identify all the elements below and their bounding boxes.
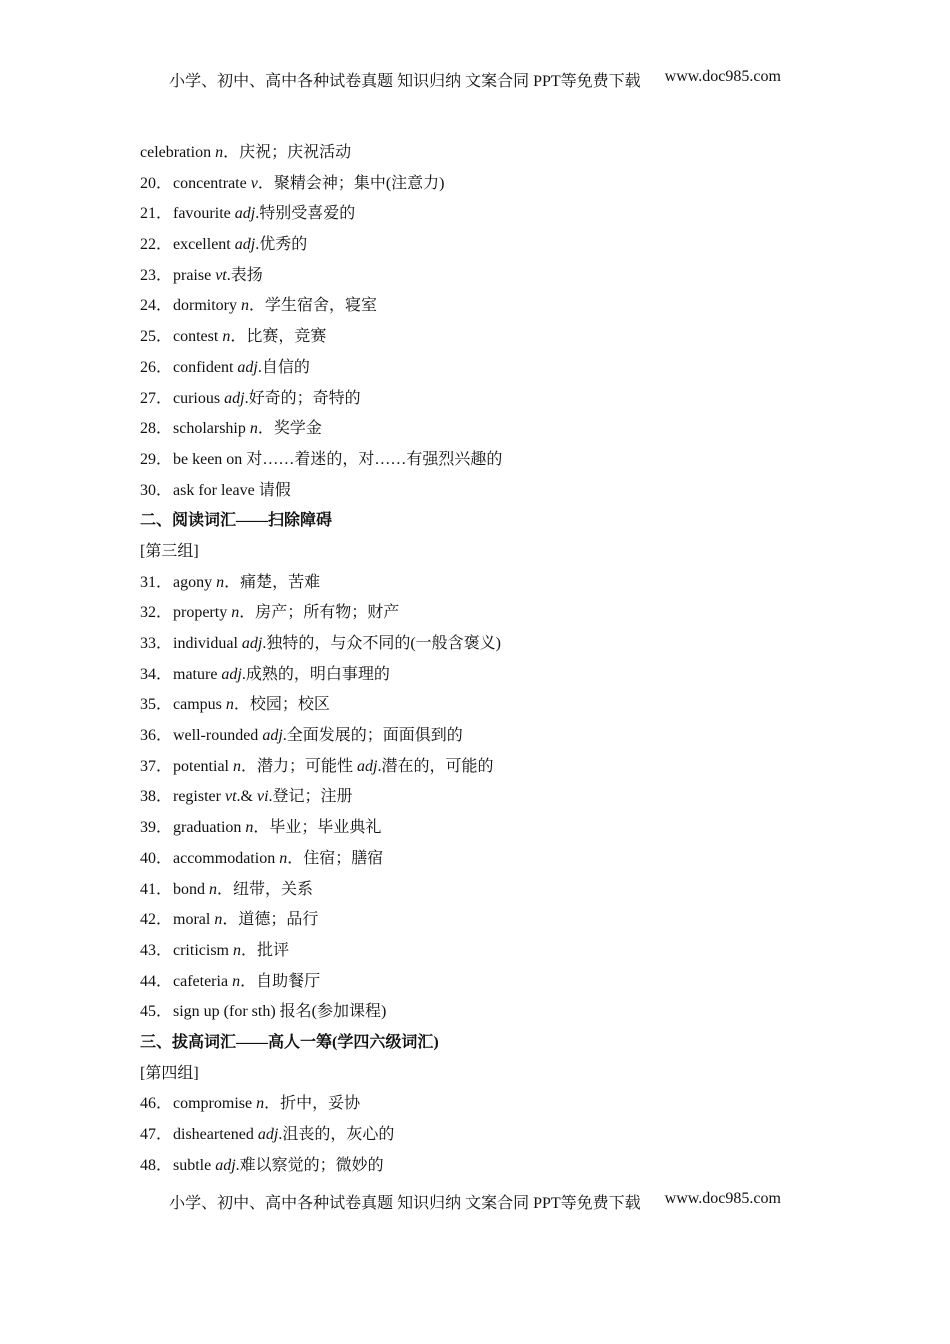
vocab-entry bbox=[140, 786, 840, 817]
entry-part-of-speech: adj bbox=[234, 236, 256, 254]
entry-part-of-speech: n bbox=[214, 911, 223, 929]
entry-definition: .成熟的，明白事理的 bbox=[241, 665, 390, 683]
section-heading bbox=[140, 510, 840, 541]
entry-number: 26． bbox=[140, 358, 173, 376]
group-label bbox=[140, 1063, 840, 1094]
entry-definition: .沮丧的，灰心的 bbox=[278, 1126, 395, 1143]
entry-part-of-speech: adj bbox=[221, 665, 242, 683]
footer-promo-text: 小学、初中、高中各种试卷真题 知识归纳 文案合同 PPT等免费下载 bbox=[169, 1195, 641, 1212]
entry-word: moral bbox=[173, 911, 211, 929]
vocab-entry bbox=[140, 480, 840, 511]
entry-number: 38． bbox=[140, 788, 173, 806]
group-label-text: [第四组] bbox=[140, 1064, 199, 1082]
vocab-entry bbox=[140, 357, 840, 388]
entry-number: 41． bbox=[140, 880, 173, 898]
entry-word: accommodation bbox=[173, 849, 276, 867]
vocab-entry bbox=[140, 572, 840, 603]
entry-part-of-speech: adj bbox=[215, 1156, 236, 1174]
entry-definition: 报名(参加课程) bbox=[279, 1003, 387, 1021]
entry-number: 36． bbox=[140, 727, 173, 745]
entry-part-of-speech: adj bbox=[224, 389, 245, 407]
vocab-entry bbox=[140, 418, 840, 449]
entry-word: campus bbox=[173, 696, 222, 714]
header-site-url: www.doc985.com bbox=[664, 68, 781, 85]
entry-number: 43． bbox=[140, 941, 173, 959]
entry-number: 39． bbox=[140, 819, 173, 837]
entry-definition: ．房产；所有物；财产 bbox=[239, 604, 400, 622]
entry-definition: ．潜力；可能性 bbox=[240, 757, 357, 775]
entry-definition-2: .登记；注册 bbox=[268, 788, 353, 806]
entry-part-of-speech: adj bbox=[257, 1126, 279, 1143]
vocab-entry bbox=[140, 388, 840, 419]
entry-part-of-speech: v bbox=[250, 174, 258, 192]
vocab-entry bbox=[140, 234, 840, 265]
entry-word: mature bbox=[173, 665, 218, 683]
entry-word: compromise bbox=[173, 1095, 253, 1113]
entry-definition: ．比赛，竞赛 bbox=[230, 328, 327, 346]
vocab-entry bbox=[140, 173, 840, 204]
vocab-entry bbox=[140, 449, 840, 480]
entry-definition: .自信的 bbox=[257, 358, 310, 376]
entry-part-of-speech: vt bbox=[224, 788, 237, 806]
entry-definition: ．痛楚，苦难 bbox=[224, 573, 321, 591]
entry-part-of-speech: n bbox=[231, 604, 240, 622]
vocab-entry bbox=[140, 1124, 840, 1155]
entry-part-of-speech: n bbox=[222, 328, 231, 346]
vocab-entry bbox=[140, 664, 840, 695]
entry-number: 40． bbox=[140, 849, 173, 867]
entry-word: well-rounded bbox=[173, 727, 259, 745]
vocab-entry bbox=[140, 971, 840, 1002]
entry-definition: ．奖学金 bbox=[257, 420, 322, 438]
entry-word: sign up (for sth) bbox=[173, 1003, 276, 1021]
entry-word: cafeteria bbox=[173, 972, 229, 990]
entry-word: subtle bbox=[173, 1156, 212, 1174]
entry-definition: .表扬 bbox=[226, 266, 263, 284]
vocab-entry bbox=[140, 1001, 840, 1032]
entry-number: 48． bbox=[140, 1156, 173, 1174]
entry-number: 21． bbox=[140, 205, 173, 223]
entry-number: 31． bbox=[140, 573, 173, 591]
vocab-entry bbox=[140, 848, 840, 879]
entry-number: 30． bbox=[140, 481, 173, 499]
entry-definition: ．庆祝；庆祝活动 bbox=[223, 144, 352, 161]
entry-word: register bbox=[173, 788, 221, 806]
entry-number: 46． bbox=[140, 1095, 173, 1113]
entry-part-of-speech: adj bbox=[262, 727, 283, 745]
section-heading-text: 二、阅读词汇——扫除障碍 bbox=[140, 512, 333, 530]
entry-part-of-speech: n bbox=[225, 696, 234, 714]
entry-word: property bbox=[173, 604, 228, 622]
entry-word: excellent bbox=[173, 236, 231, 254]
entry-word: ask for leave bbox=[173, 481, 255, 499]
entry-part-of-speech: n bbox=[279, 849, 288, 867]
entry-number: 45． bbox=[140, 1003, 173, 1021]
entry-part-of-speech-2: vi bbox=[256, 788, 269, 806]
entry-number: 29． bbox=[140, 450, 173, 468]
entry-definition: ．纽带，关系 bbox=[217, 880, 314, 898]
entry-number: 33． bbox=[140, 635, 173, 652]
entry-word: agony bbox=[173, 573, 213, 591]
entry-part-of-speech-2: adj bbox=[357, 757, 378, 775]
section-heading bbox=[140, 1032, 840, 1063]
entry-part-of-speech: n bbox=[245, 819, 254, 837]
entry-word: bond bbox=[173, 880, 205, 898]
page-header bbox=[0, 68, 950, 91]
entry-part-of-speech: adj bbox=[234, 205, 256, 223]
entry-definition: .& bbox=[236, 788, 257, 806]
entry-part-of-speech: n bbox=[256, 1095, 265, 1113]
entry-word: praise bbox=[173, 266, 212, 284]
entry-word: dormitory bbox=[173, 297, 237, 315]
entry-part-of-speech: n bbox=[215, 144, 224, 161]
entry-definition: 对……着迷的，对……有强烈兴趣的 bbox=[246, 450, 503, 468]
entry-definition: 请假 bbox=[258, 481, 291, 499]
vocabulary-list bbox=[140, 142, 840, 1185]
footer-site-url: www.doc985.com bbox=[664, 1190, 781, 1207]
vocab-entry bbox=[140, 203, 840, 234]
entry-word: curious bbox=[173, 389, 221, 407]
entry-definition: .独特的，与众不同的(一般含褒义) bbox=[262, 635, 502, 652]
entry-definition: ．学生宿舍，寝室 bbox=[249, 297, 378, 315]
vocab-entry bbox=[140, 940, 840, 971]
entry-number: 35． bbox=[140, 696, 173, 714]
page-footer bbox=[0, 1190, 950, 1213]
vocab-entry bbox=[140, 142, 840, 173]
entry-part-of-speech: adj bbox=[241, 635, 263, 652]
entry-word: potential bbox=[173, 757, 229, 775]
entry-number: 22． bbox=[140, 236, 173, 254]
vocab-entry bbox=[140, 633, 840, 664]
entry-part-of-speech: n bbox=[241, 297, 249, 315]
entry-definition: ．聚精会神；集中(注意力) bbox=[257, 174, 445, 192]
entry-number: 34． bbox=[140, 665, 173, 683]
vocab-entry bbox=[140, 694, 840, 725]
entry-part-of-speech: n bbox=[232, 757, 241, 775]
entry-word: criticism bbox=[173, 941, 229, 959]
entry-part-of-speech: n bbox=[232, 941, 241, 959]
entry-definition: .优秀的 bbox=[255, 236, 308, 254]
vocab-entry bbox=[140, 295, 840, 326]
entry-definition: ．道德；品行 bbox=[222, 911, 319, 929]
entry-definition: .全面发展的；面面俱到的 bbox=[282, 727, 463, 745]
vocab-entry bbox=[140, 265, 840, 296]
entry-number: 28． bbox=[140, 420, 173, 438]
entry-number: 42． bbox=[140, 911, 173, 929]
entry-part-of-speech: n bbox=[249, 420, 258, 438]
entry-number: 25． bbox=[140, 328, 173, 346]
entry-word: celebration bbox=[140, 144, 212, 161]
entry-number: 27． bbox=[140, 389, 173, 407]
entry-word: graduation bbox=[173, 819, 242, 837]
vocab-entry bbox=[140, 602, 840, 633]
vocab-entry bbox=[140, 1093, 840, 1124]
entry-part-of-speech: n bbox=[216, 573, 225, 591]
entry-definition: ．批评 bbox=[240, 941, 289, 959]
entry-number: 47． bbox=[140, 1126, 173, 1143]
entry-word: concentrate bbox=[173, 174, 247, 192]
entry-definition: .好奇的；奇特的 bbox=[244, 389, 361, 407]
entry-definition-2: .潜在的，可能的 bbox=[377, 757, 494, 775]
entry-word: confident bbox=[173, 358, 234, 376]
entry-word: individual bbox=[173, 635, 238, 652]
vocab-entry bbox=[140, 756, 840, 787]
vocab-entry bbox=[140, 725, 840, 756]
entry-word: favourite bbox=[173, 205, 231, 223]
entry-word: disheartened bbox=[173, 1126, 254, 1143]
entry-word: scholarship bbox=[173, 420, 246, 438]
vocab-entry bbox=[140, 1155, 840, 1186]
entry-number: 37． bbox=[140, 757, 173, 775]
entry-definition: ．毕业；毕业典礼 bbox=[253, 819, 382, 837]
entry-number: 32． bbox=[140, 604, 173, 622]
vocab-entry bbox=[140, 817, 840, 848]
vocab-entry bbox=[140, 909, 840, 940]
entry-word: contest bbox=[173, 328, 219, 346]
entry-word: be keen on bbox=[173, 450, 243, 468]
entry-part-of-speech: n bbox=[232, 972, 241, 990]
group-label-text: [第三组] bbox=[140, 542, 199, 560]
group-label bbox=[140, 541, 840, 572]
entry-definition: .难以察觉的；微妙的 bbox=[235, 1156, 384, 1174]
header-promo-text: 小学、初中、高中各种试卷真题 知识归纳 文案合同 PPT等免费下载 bbox=[169, 73, 641, 90]
vocab-entry bbox=[140, 326, 840, 357]
vocab-entry bbox=[140, 879, 840, 910]
entry-definition: ．住宿；膳宿 bbox=[287, 849, 384, 867]
entry-definition: ．校园；校区 bbox=[233, 696, 330, 714]
entry-definition: ．折中，妥协 bbox=[264, 1095, 361, 1113]
entry-part-of-speech: vt bbox=[215, 266, 227, 284]
entry-definition: ．自助餐厅 bbox=[240, 972, 321, 990]
entry-number: 20． bbox=[140, 174, 173, 192]
entry-part-of-speech: n bbox=[209, 880, 217, 898]
entry-number: 44． bbox=[140, 972, 173, 990]
entry-part-of-speech: adj bbox=[237, 358, 258, 376]
section-heading-text: 三、拔高词汇——高人一筹(学四六级词汇) bbox=[140, 1033, 439, 1051]
entry-number: 23． bbox=[140, 266, 173, 284]
entry-definition: .特别受喜爱的 bbox=[255, 205, 356, 223]
entry-number: 24． bbox=[140, 297, 173, 315]
